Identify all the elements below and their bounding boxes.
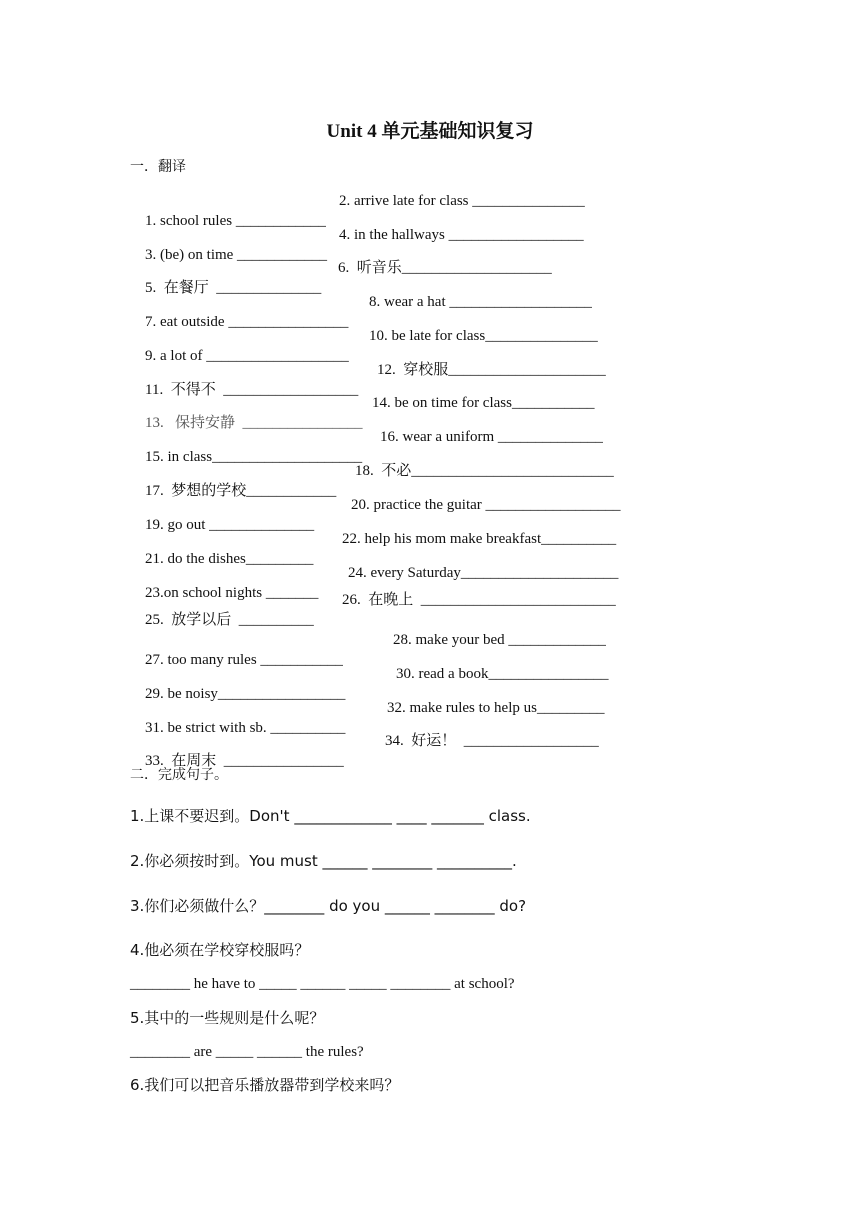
page-title: Unit 4 单元基础知识复习 <box>326 121 534 142</box>
vocab-row <box>130 427 603 465</box>
vocab-item: 15. in class____________________ <box>145 449 363 465</box>
sentence-blank-line: ________ are _____ ______ the rules? <box>130 1044 364 1060</box>
vocab-row <box>130 529 617 567</box>
sentence-item: 2.你必须按时到。You must ______ ________ __________. <box>130 852 517 870</box>
section-heading-translation: 一．翻译 <box>130 159 186 175</box>
vocab-item: 5. 在餐厅 ______________ <box>145 280 322 296</box>
vocab-item: 33. 在周末 ________________ <box>145 753 344 769</box>
vocab-row <box>130 495 621 533</box>
vocab-item: 20. practice the guitar __________________ <box>351 497 621 513</box>
vocab-item: 31. be strict with sb. __________ <box>145 720 346 736</box>
sentence-item: 3.你们必须做什么？________ do you ______ ________ do? <box>130 897 527 915</box>
vocab-row <box>130 630 606 668</box>
vocab-item: 10. be late for class_______________ <box>369 328 598 344</box>
vocab-row <box>130 258 552 296</box>
sentence-blank-line: ________ he have to _____ ______ _____ ________ at school? <box>130 976 515 992</box>
vocab-item: 21. do the dishes_________ <box>145 551 314 567</box>
vocab-item: 7. eat outside ________________ <box>145 314 349 330</box>
sentence-item: 5.其中的一些规则是什么呢？ <box>130 1009 325 1027</box>
vocab-item: 30. read a book________________ <box>396 666 609 682</box>
vocab-row <box>130 326 598 364</box>
vocab-row <box>130 292 592 330</box>
vocab-row <box>130 191 585 229</box>
vocab-item: 6. 听音乐____________________ <box>338 260 552 276</box>
vocab-item: 13. 保持安静 ________________ <box>145 415 363 431</box>
vocab-row <box>130 698 605 736</box>
vocab-item: 19. go out ______________ <box>145 517 315 533</box>
vocab-item: 22. help his mom make breakfast__________ <box>342 531 617 547</box>
vocab-item: 16. wear a uniform ______________ <box>380 429 603 445</box>
vocab-item: 18. 不必___________________________ <box>355 463 614 479</box>
vocab-item: 3. (be) on time ____________ <box>145 247 328 263</box>
vocab-item: 1. school rules ____________ <box>145 213 326 229</box>
vocab-item: 26. 在晚上 __________________________ <box>342 592 616 608</box>
vocab-item: 14. be on time for class___________ <box>372 395 595 411</box>
vocab-row <box>130 590 616 628</box>
vocab-item: 4. in the hallways __________________ <box>339 227 584 243</box>
vocab-row <box>130 393 595 431</box>
vocab-item: 29. be noisy_________________ <box>145 686 346 702</box>
vocab-item: 2. arrive late for class _______________ <box>339 193 585 209</box>
vocab-item: 32. make rules to help us_________ <box>387 700 605 716</box>
vocab-item: 25. 放学以后 __________ <box>145 612 314 628</box>
vocab-item: 34. 好运！ __________________ <box>385 733 599 749</box>
section-heading-sentences: 二．完成句子。 <box>130 767 228 783</box>
vocab-item: 23.on school nights _______ <box>145 585 319 601</box>
vocab-item: 12. 穿校服_____________________ <box>377 362 606 378</box>
vocab-item: 11. 不得不 __________________ <box>145 382 359 398</box>
vocab-row <box>130 360 606 398</box>
vocab-row <box>130 461 614 499</box>
vocab-row <box>130 731 599 769</box>
vocab-item: 8. wear a hat ___________________ <box>369 294 592 310</box>
vocab-item: 28. make your bed _____________ <box>393 632 606 648</box>
vocab-item: 17. 梦想的学校____________ <box>145 483 337 499</box>
sentence-item: 4.他必须在学校穿校服吗？ <box>130 941 310 959</box>
vocab-row <box>130 225 584 263</box>
vocab-item: 24. every Saturday_____________________ <box>348 565 619 581</box>
vocab-row <box>130 664 609 702</box>
sentence-item: 1.上课不要迟到。Don't _____________ ____ _______ class. <box>130 807 531 825</box>
vocab-item: 9. a lot of ___________________ <box>145 348 349 364</box>
sentence-item: 6.我们可以把音乐播放器带到学校来吗？ <box>130 1076 400 1094</box>
vocab-item: 27. too many rules ___________ <box>145 652 343 668</box>
